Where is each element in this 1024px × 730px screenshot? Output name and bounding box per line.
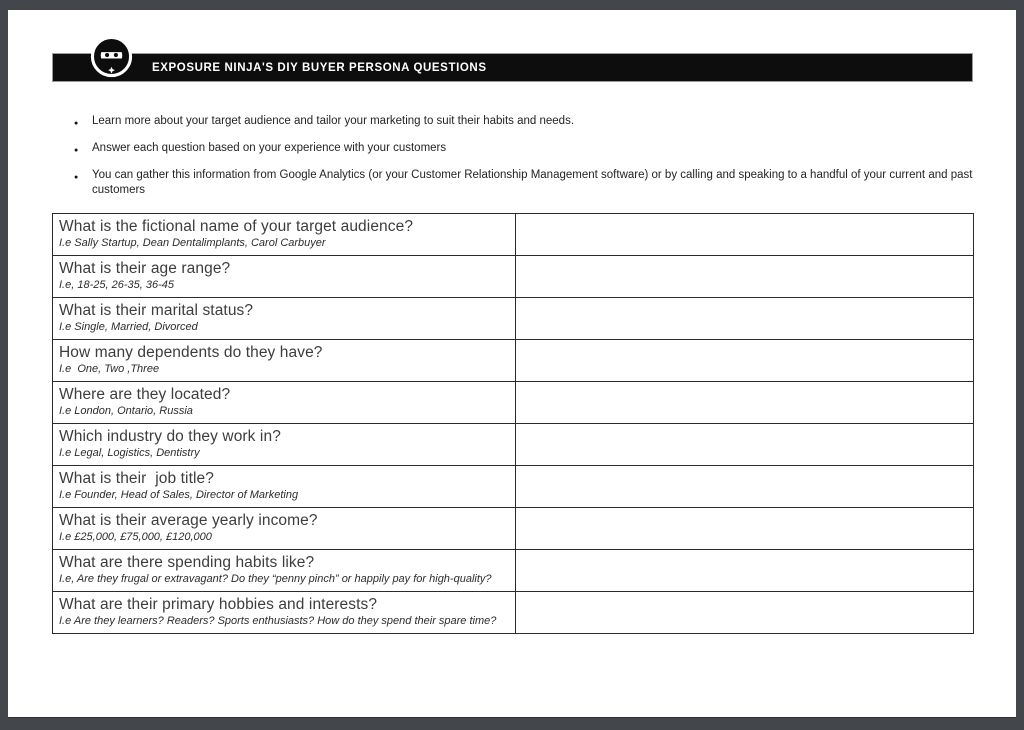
- header-bar: [52, 53, 973, 82]
- question-text: How many dependents do they have?: [59, 344, 323, 361]
- instruction-text: Answer each question based on your experience with your customers: [92, 142, 447, 154]
- question-cell: [53, 466, 516, 508]
- example-text: I.e, Are they frugal or extravagant? Do they “penny pinch” or happily pay for high-quality?: [59, 573, 492, 585]
- table-row: [53, 592, 974, 634]
- instruction-item: [73, 168, 973, 198]
- persona-questions-table: [52, 213, 974, 634]
- answer-cell[interactable]: [516, 466, 974, 508]
- question-cell: [53, 256, 516, 298]
- question-text: Which industry do they work in?: [59, 428, 281, 445]
- document-page: [8, 10, 1016, 718]
- question-cell: [53, 592, 516, 634]
- table-row: [53, 550, 974, 592]
- question-text: Where are they located?: [59, 386, 231, 403]
- table-row: [53, 424, 974, 466]
- question-text: What is their marital status?: [59, 302, 254, 319]
- instruction-item: [73, 114, 973, 129]
- answer-cell[interactable]: [516, 298, 974, 340]
- example-text: I.e Legal, Logistics, Dentistry: [59, 447, 200, 459]
- question-text: What are there spending habits like?: [59, 554, 315, 571]
- question-text: What is their average yearly income?: [59, 512, 318, 529]
- answer-cell[interactable]: [516, 424, 974, 466]
- example-text: I.e Founder, Head of Sales, Director of Marketing: [59, 489, 299, 501]
- example-text: I.e Are they learners? Readers? Sports enthusiasts? How do they spend their spare time?: [59, 615, 497, 627]
- table-row: [53, 214, 974, 256]
- question-cell: [53, 382, 516, 424]
- question-text: What is their job title?: [59, 470, 214, 487]
- page-title: EXPOSURE NINJA'S DIY BUYER PERSONA QUESTIONS: [152, 61, 487, 74]
- example-text: I.e Sally Startup, Dean Dentalimplants, Carol Carbuyer: [59, 237, 326, 249]
- answer-cell[interactable]: [516, 382, 974, 424]
- instruction-text: Learn more about your target audience and tailor your marketing to suit their habits and needs.: [92, 115, 575, 127]
- table-row: [53, 508, 974, 550]
- table-body: [53, 214, 974, 634]
- answer-cell[interactable]: [516, 550, 974, 592]
- instructions-list: [73, 114, 973, 210]
- question-cell: [53, 298, 516, 340]
- example-text: I.e £25,000, £75,000, £120,000: [59, 531, 212, 543]
- table-row: [53, 340, 974, 382]
- table-row: [53, 382, 974, 424]
- question-cell: [53, 550, 516, 592]
- table-row: [53, 298, 974, 340]
- answer-cell[interactable]: [516, 340, 974, 382]
- answer-cell[interactable]: [516, 508, 974, 550]
- example-text: I.e London, Ontario, Russia: [59, 405, 193, 417]
- table-row: [53, 466, 974, 508]
- example-text: I.e One, Two ,Three: [59, 363, 160, 375]
- instruction-item: [73, 141, 973, 156]
- answer-cell[interactable]: [516, 592, 974, 634]
- question-cell: [53, 508, 516, 550]
- question-cell: [53, 340, 516, 382]
- question-text: What is their age range?: [59, 260, 231, 277]
- question-cell: [53, 424, 516, 466]
- example-text: I.e Single, Married, Divorced: [59, 321, 198, 333]
- question-cell: [53, 214, 516, 256]
- instruction-text: You can gather this information from Google Analytics (or your Customer Relationship Management software) or by calling and speaking to a handful of your current and past customers: [92, 169, 973, 196]
- exposure-ninja-logo-icon: [90, 35, 133, 78]
- answer-cell[interactable]: [516, 256, 974, 298]
- answer-cell[interactable]: [516, 214, 974, 256]
- example-text: I.e, 18-25, 26-35, 36-45: [59, 279, 174, 291]
- question-text: What is the fictional name of your target audience?: [59, 218, 414, 235]
- table-row: [53, 256, 974, 298]
- question-text: What are their primary hobbies and interests?: [59, 596, 378, 613]
